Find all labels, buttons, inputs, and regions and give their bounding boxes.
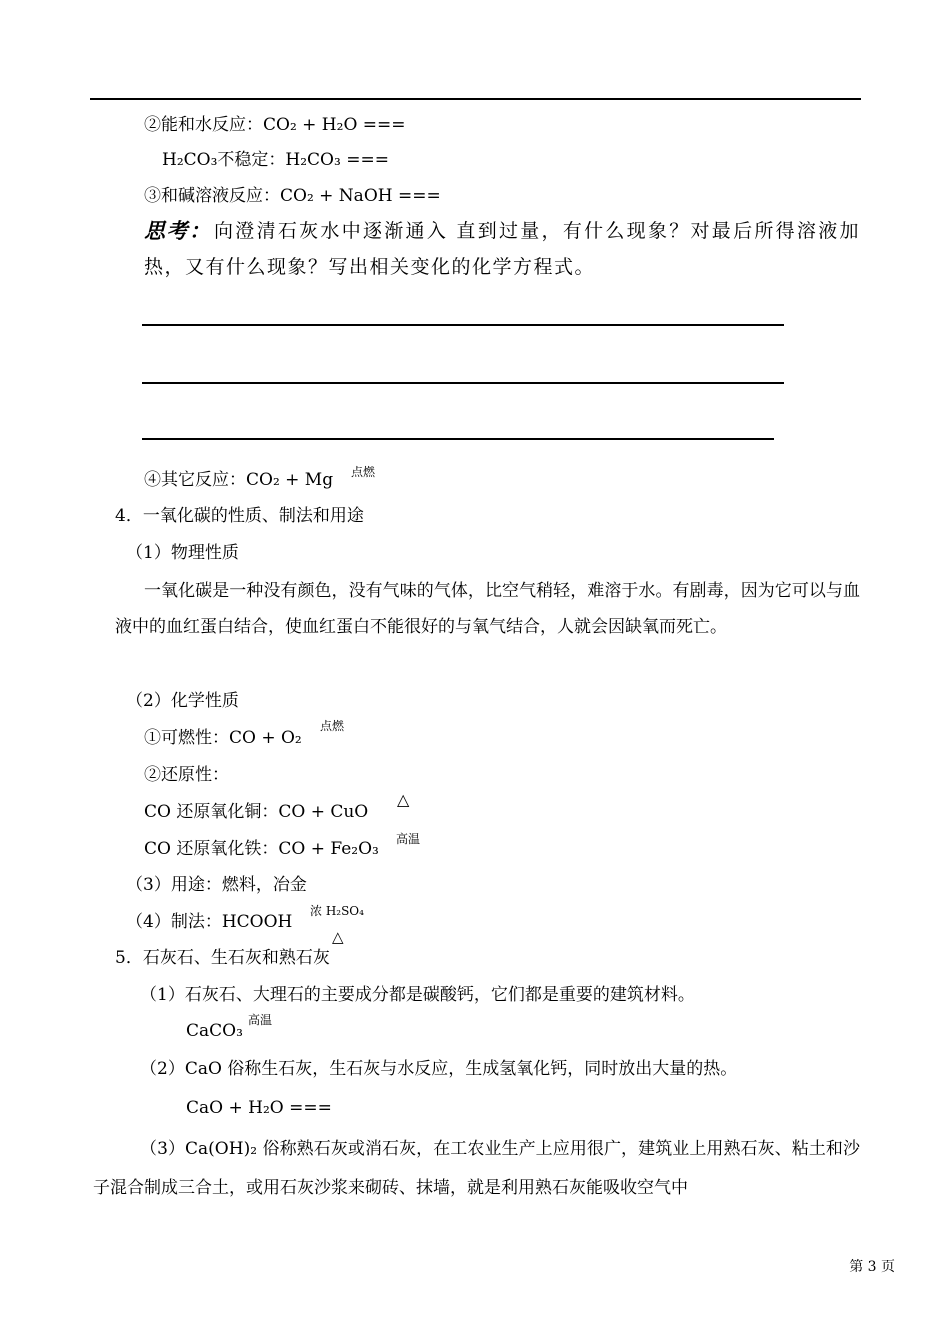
caco3-reaction: CaCO₃ <box>186 1021 243 1041</box>
section-5-1: （1）石灰石、大理石的主要成分都是碳酸钙，它们都是重要的建筑材料。 <box>140 985 695 1005</box>
h2co3-unstable: H₂CO₃不稳定：H₂CO₃ === <box>162 150 389 170</box>
reducing-heading: ②还原性： <box>144 765 229 785</box>
heat-condition-1: △ <box>397 790 410 809</box>
heat-condition-2: △ <box>332 928 344 946</box>
co-cuo-reaction: CO 还原氧化铜：CO + CuO <box>144 802 369 822</box>
page-number: 第 3 页 <box>849 1259 895 1275</box>
co-fe2o3-reaction: CO 还原氧化铁：CO + Fe₂O₃ <box>144 839 379 859</box>
header-rule <box>90 98 861 100</box>
answer-line-1 <box>142 324 784 326</box>
section-5-title: 5．石灰石、生石灰和熟石灰 <box>115 948 330 968</box>
section-4-2-heading: （2）化学性质 <box>126 691 239 711</box>
answer-line-3 <box>142 438 774 440</box>
co2-naoh-reaction: ③和碱溶液反应：CO₂ + NaOH === <box>144 186 441 206</box>
section-4-title: 4．一氧化碳的性质、制法和用途 <box>115 506 364 526</box>
section-4-1-body: 一氧化碳是一种没有颜色，没有气味的气体，比空气稍轻，难溶于水。有剧毒，因为它可以与血液中的血红蛋白结合，使血红蛋白不能很好的与氧气结合，人就会因缺氧而死亡。 <box>115 581 860 637</box>
think-label: 思考： <box>144 218 212 243</box>
section-5-3: （3）Ca(OH)₂ 俗称熟石灰或消石灰，在工农业生产上应用很广，建筑业上用熟石灰、粘土和沙子混合制成三合土，或用石灰沙浆来砌砖、抹墙，就是利用熟石灰能吸收空气中 <box>93 1139 860 1198</box>
section-4-3-uses: （3）用途：燃料，冶金 <box>126 875 307 895</box>
section-4-4-preparation: （4）制法：HCOOH <box>126 912 293 932</box>
conc-h2so4-condition: 浓 H₂SO₄ <box>310 904 364 918</box>
section-4-1-heading: （1）物理性质 <box>126 543 239 563</box>
high-temp-condition-2: 高温 <box>248 1013 273 1027</box>
co2-mg-reaction: ④其它反应：CO₂ + Mg <box>144 470 334 490</box>
cao-water-reaction: CaO + H₂O === <box>186 1098 332 1118</box>
high-temp-condition-1: 高温 <box>396 832 421 846</box>
think-text: 向澄清石灰水中逐渐通入 直到过量，有什么现象？对最后所得溶液加热，又有什么现象？写出相关变化的化学方程式。 <box>144 220 860 278</box>
combustible-reaction: ①可燃性：CO + O₂ <box>144 728 302 748</box>
section-5-2: （2）CaO 俗称生石灰，生石灰与水反应，生成氢氧化钙，同时放出大量的热。 <box>140 1059 738 1079</box>
co2-water-reaction: ②能和水反应：CO₂ + H₂O === <box>144 115 406 135</box>
ignite-condition-1: 点燃 <box>351 465 376 479</box>
answer-line-2 <box>142 382 784 384</box>
ignite-condition-2: 点燃 <box>320 719 345 733</box>
